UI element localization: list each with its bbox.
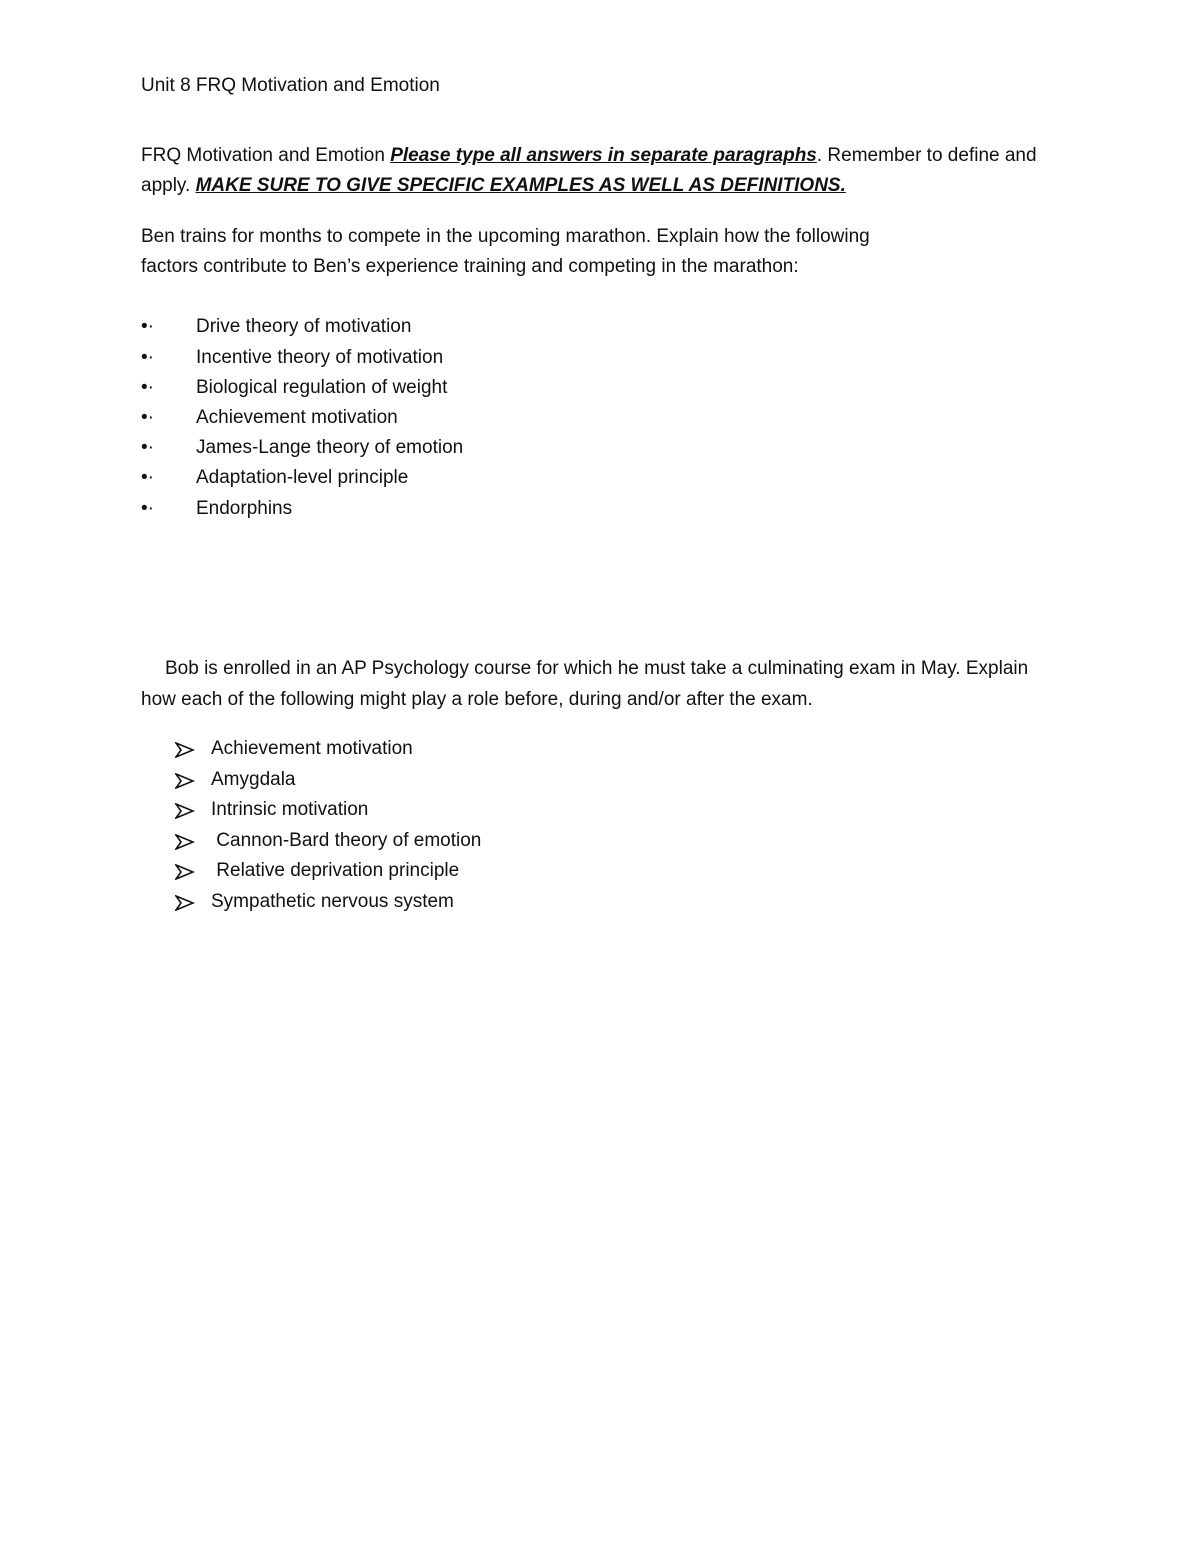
list-item-text: Cannon-Bard theory of emotion bbox=[211, 830, 482, 851]
instructions-lead: FRQ Motivation and Emotion bbox=[141, 145, 391, 166]
instructions-line2-emphasis: MAKE SURE TO GIVE SPECIFIC EXAMPLES AS WELL AS DEFINITIONS. bbox=[195, 175, 846, 196]
bullet-icon: •· bbox=[141, 316, 154, 337]
bullet-icon: •· bbox=[141, 407, 154, 428]
arrowhead-bullet-icon bbox=[175, 742, 195, 758]
list-item-text: Relative deprivation principle bbox=[211, 860, 460, 881]
bullet-icon: •· bbox=[141, 377, 154, 398]
list-item-text: Sympathetic nervous system bbox=[211, 891, 454, 912]
list-item-text: Drive theory of motivation bbox=[196, 316, 412, 337]
instructions-line-2 bbox=[141, 174, 846, 198]
arrowhead-bullet-icon bbox=[175, 864, 195, 880]
instructions-emphasis: Please type all answers in separate paragraphs bbox=[390, 145, 817, 166]
question2-prompt-line-1 bbox=[141, 657, 1028, 681]
bullet-icon: •· bbox=[141, 467, 154, 488]
arrowhead-bullet-icon bbox=[175, 895, 195, 911]
arrowhead-bullet-icon bbox=[175, 803, 195, 819]
instructions-line-1 bbox=[141, 144, 1037, 168]
instructions-line2-lead: apply. bbox=[141, 175, 196, 196]
question2-prompt-line-1-text: Bob is enrolled in an AP Psychology course for which he must take a culminating exam in May. Explain bbox=[165, 658, 1029, 679]
question2-prompt-line-2: how each of the following might play a role before, during and/or after the exam. bbox=[141, 689, 813, 710]
list-item-text: Achievement motivation bbox=[211, 738, 413, 759]
arrowhead-bullet-icon bbox=[175, 773, 195, 789]
list-item-text: Biological regulation of weight bbox=[196, 377, 448, 398]
question1-prompt-line-1: Ben trains for months to compete in the upcoming marathon. Explain how the following bbox=[141, 226, 870, 247]
document-title: Unit 8 FRQ Motivation and Emotion bbox=[141, 75, 440, 96]
arrowhead-bullet-icon bbox=[175, 834, 195, 850]
list-item-text: Endorphins bbox=[196, 498, 293, 519]
question1-prompt-line-2: factors contribute to Ben’s experience training and competing in the marathon: bbox=[141, 256, 799, 277]
list-item-text: Intrinsic motivation bbox=[211, 799, 369, 820]
list-item-text: Amygdala bbox=[211, 769, 296, 790]
bullet-icon: •· bbox=[141, 498, 154, 519]
list-item-text: James-Lange theory of emotion bbox=[196, 437, 464, 458]
list-item-text: Incentive theory of motivation bbox=[196, 347, 444, 368]
list-item-text: Achievement motivation bbox=[196, 407, 398, 428]
instructions-tail: . Remember to define and bbox=[816, 145, 1037, 166]
list-item-text: Adaptation-level principle bbox=[196, 467, 409, 488]
bullet-icon: •· bbox=[141, 437, 154, 458]
bullet-icon: •· bbox=[141, 347, 154, 368]
